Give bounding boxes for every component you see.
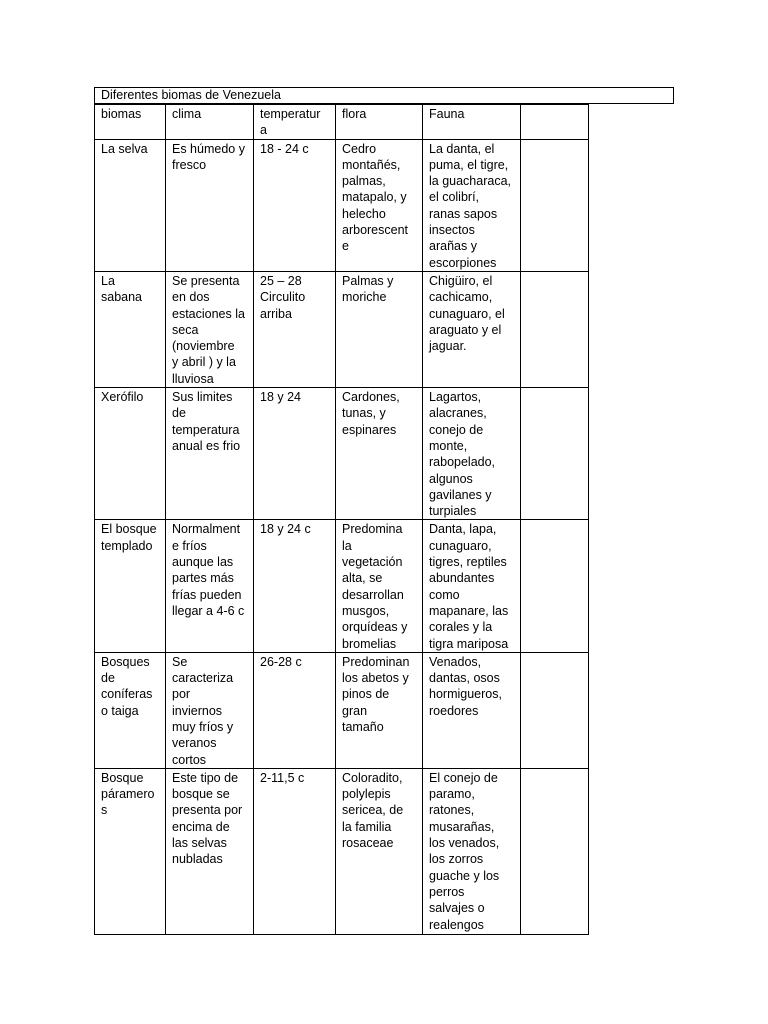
header-cell: flora: [336, 105, 423, 140]
flora-cell: Cedro montañés, palmas, matapalo, y helecho arborescent e: [336, 139, 423, 271]
header-row: [95, 105, 589, 140]
table-row: [95, 768, 589, 934]
temperatura-cell: 18 y 24 c: [254, 520, 336, 652]
clima-cell: Normalment e fríos aunque las partes más frías pueden llegar a 4-6 c: [166, 520, 254, 652]
empty-cell: [521, 768, 589, 934]
header-cell: temperatur a: [254, 105, 336, 140]
fauna-cell: Venados, dantas, osos hormigueros, roedores: [423, 652, 521, 768]
table-title: Diferentes biomas de Venezuela: [94, 87, 674, 104]
header-cell: [521, 105, 589, 140]
fauna-cell: Danta, lapa, cunaguaro, tigres, reptiles abundantes como mapanare, las corales y la tigra mariposa: [423, 520, 521, 652]
bioma-cell: La sabana: [95, 271, 166, 387]
biomes-table: [94, 104, 589, 935]
flora-cell: Predomina la vegetación alta, se desarrollan musgos, orquídeas y bromelias: [336, 520, 423, 652]
clima-cell: Se presenta en dos estaciones la seca (noviembre y abril ) y la lluviosa: [166, 271, 254, 387]
clima-cell: Sus limites de temperatura anual es frio: [166, 388, 254, 520]
fauna-cell: El conejo de paramo, ratones, musarañas, los venados, los zorros guache y los perros salvajes o realengos: [423, 768, 521, 934]
table-row: [95, 652, 589, 768]
empty-cell: [521, 652, 589, 768]
table-row: [95, 139, 589, 271]
fauna-cell: La danta, el puma, el tigre, la guacharaca, el colibrí, ranas sapos insectos arañas y escorpiones: [423, 139, 521, 271]
table-row: [95, 388, 589, 520]
flora-cell: Predominan los abetos y pinos de gran tamaño: [336, 652, 423, 768]
clima-cell: Es húmedo y fresco: [166, 139, 254, 271]
bioma-cell: Bosques de coníferas o taiga: [95, 652, 166, 768]
flora-cell: Cardones, tunas, y espinares: [336, 388, 423, 520]
empty-cell: [521, 271, 589, 387]
header-cell: Fauna: [423, 105, 521, 140]
temperatura-cell: 18 y 24: [254, 388, 336, 520]
bioma-cell: El bosque templado: [95, 520, 166, 652]
clima-cell: Se caracteriza por inviernos muy fríos y veranos cortos: [166, 652, 254, 768]
table-row: [95, 271, 589, 387]
flora-cell: Coloradito, polylepis sericea, de la familia rosaceae: [336, 768, 423, 934]
flora-cell: Palmas y moriche: [336, 271, 423, 387]
temperatura-cell: 2-11,5 c: [254, 768, 336, 934]
header-cell: biomas: [95, 105, 166, 140]
empty-cell: [521, 388, 589, 520]
empty-cell: [521, 520, 589, 652]
fauna-cell: Lagartos, alacranes, conejo de monte, rabopelado, algunos gavilanes y turpiales: [423, 388, 521, 520]
header-cell: clima: [166, 105, 254, 140]
clima-cell: Este tipo de bosque se presenta por encima de las selvas nubladas: [166, 768, 254, 934]
bioma-cell: Bosque páramero s: [95, 768, 166, 934]
table-row: [95, 520, 589, 652]
temperatura-cell: 26-28 c: [254, 652, 336, 768]
temperatura-cell: 25 – 28 Circulito arriba: [254, 271, 336, 387]
bioma-cell: La selva: [95, 139, 166, 271]
fauna-cell: Chigüiro, el cachicamo, cunaguaro, el araguato y el jaguar.: [423, 271, 521, 387]
empty-cell: [521, 139, 589, 271]
bioma-cell: Xerófilo: [95, 388, 166, 520]
temperatura-cell: 18 - 24 c: [254, 139, 336, 271]
